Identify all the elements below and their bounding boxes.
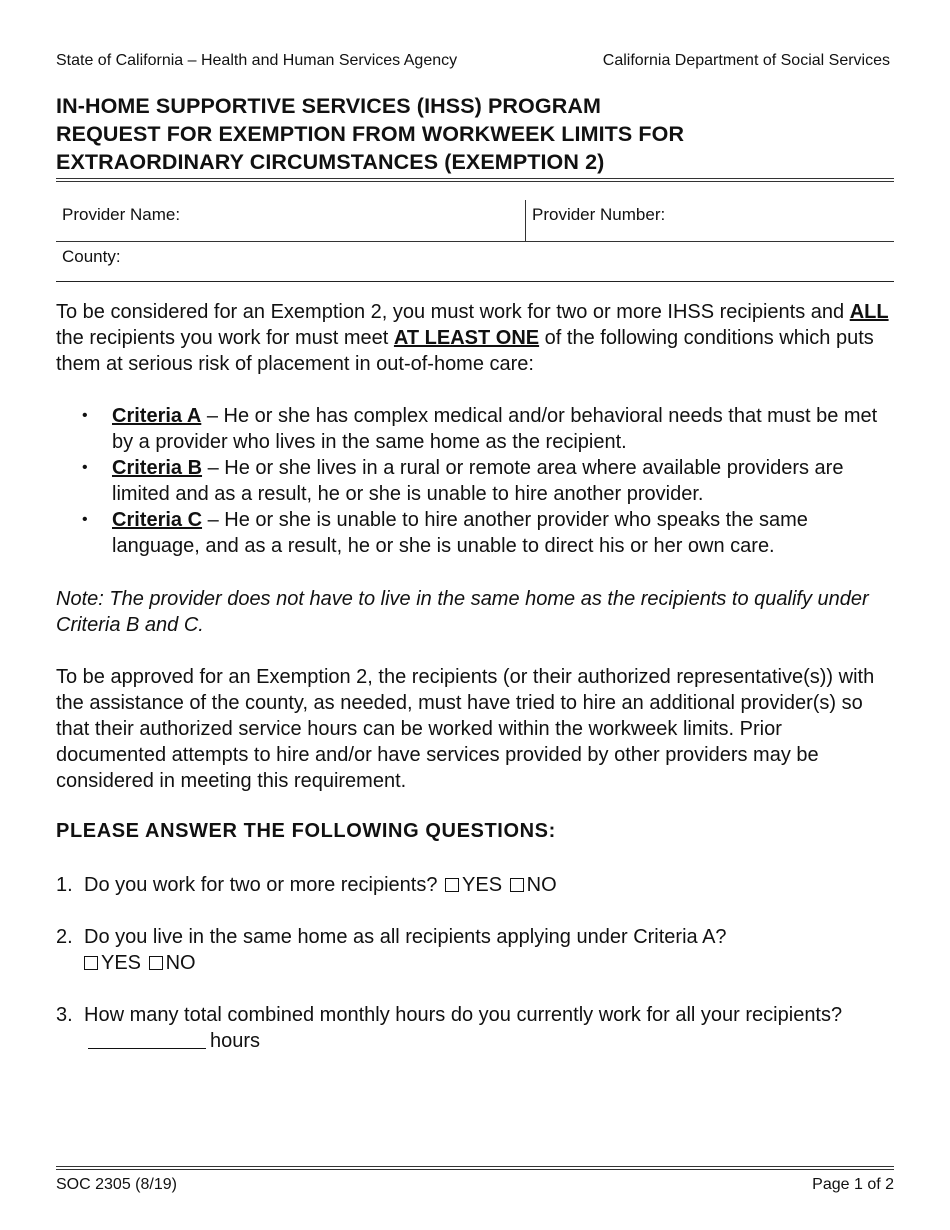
county-label: County:: [62, 247, 121, 266]
q1-yes-checkbox[interactable]: [445, 878, 459, 892]
title-line-3: EXTRAORDINARY CIRCUMSTANCES (EXEMPTION 2): [56, 150, 605, 174]
footer-divider: [56, 1166, 894, 1170]
questions-heading: PLEASE ANSWER THE FOLLOWING QUESTIONS:: [56, 820, 556, 842]
bullet-icon: •: [82, 511, 88, 528]
criteria-a-item: [56, 403, 894, 455]
q1-yes-label: YES: [462, 874, 503, 896]
question-text: Do you work for two or more recipients?: [84, 874, 438, 896]
intro-all-emphasis: ALL: [849, 301, 889, 323]
agency-left: State of California – Health and Human Services Agency: [56, 52, 458, 69]
q2-yes-checkbox[interactable]: [84, 956, 98, 970]
intro-text-1: To be considered for an Exemption 2, you must work for two or more IHSS recipients and: [56, 301, 850, 323]
question-text: Do you live in the same home as all recipients applying under Criteria A?: [84, 926, 727, 948]
criteria-c-item: [56, 507, 894, 559]
q2-yes-label: YES: [101, 952, 142, 974]
intro-text-2: the recipients you work for must meet: [56, 327, 394, 349]
question-text: How many total combined monthly hours do you currently work for all your recipients?: [84, 1004, 843, 1026]
q2-no-checkbox[interactable]: [149, 956, 163, 970]
question-2: [56, 924, 894, 976]
provider-name-field[interactable]: [62, 205, 180, 225]
page-number: Page 1 of 2: [812, 1176, 894, 1193]
intro-at-least-one-emphasis: AT LEAST ONE: [393, 327, 540, 349]
criteria-list: [56, 403, 894, 559]
q1-no-label: NO: [526, 874, 557, 896]
bullet-icon: •: [82, 407, 88, 424]
title-line-2: REQUEST FOR EXEMPTION FROM WORKWEEK LIMITS FOR: [56, 122, 685, 146]
q2-no-label: NO: [165, 952, 196, 974]
provider-number-field[interactable]: [532, 205, 665, 225]
q1-no-checkbox[interactable]: [510, 878, 524, 892]
criteria-label: Criteria B: [112, 457, 203, 479]
question-number: 2.: [56, 926, 73, 948]
title-line-1: IN-HOME SUPPORTIVE SERVICES (IHSS) PROGRAM: [56, 94, 601, 118]
criteria-text: – He or she is unable to hire another provider who speaks the same language, and as a result, he or she is unable to direct his or her own care.: [112, 509, 808, 557]
form-id: SOC 2305 (8/19): [56, 1176, 177, 1193]
approval-paragraph: To be approved for an Exemption 2, the recipients (or their authorized representative(s)) with the assistance of the county, as needed, must have tried to hire an additional provider(s) so that their authorized service hours can be worked within the workweek limits. Prior documented attempts to hire and/or have services provided by other providers may be considered in meeting this requirement.: [56, 666, 875, 792]
criteria-text: – He or she has complex medical and/or behavioral needs that must be met by a provider who lives in the same home as the recipient.: [112, 405, 878, 453]
provider-name-label: Provider Name:: [62, 205, 181, 224]
field-divider: [525, 200, 526, 242]
criteria-text: – He or she lives in a rural or remote area where available providers are limited and as a result, he or she is unable to hire another provider.: [112, 457, 844, 505]
question-number: 1.: [56, 874, 73, 896]
fields-row-divider: [56, 241, 894, 242]
provider-number-label: Provider Number:: [532, 205, 666, 224]
title-divider: [56, 178, 894, 182]
note-text: Note: The provider does not have to live in the same home as the recipients to qualify under Criteria B and C.: [56, 588, 869, 636]
fields-bottom-divider: [56, 281, 894, 282]
intro-paragraph: [56, 299, 894, 377]
intro-text-3: of the following conditions which puts them at serious risk of placement in out-of-home care:: [56, 327, 874, 375]
criteria-label: Criteria A: [112, 405, 202, 427]
question-3: [56, 1002, 894, 1054]
criteria-label: Criteria C: [112, 509, 203, 531]
question-1: [56, 872, 894, 898]
hours-suffix: hours: [210, 1030, 261, 1052]
agency-right: California Department of Social Services: [602, 52, 890, 69]
form-title: [56, 92, 894, 176]
question-number: 3.: [56, 1004, 73, 1026]
criteria-b-item: [56, 455, 894, 507]
hours-input[interactable]: [88, 1030, 206, 1049]
county-field[interactable]: [62, 247, 121, 267]
bullet-icon: •: [82, 459, 88, 476]
